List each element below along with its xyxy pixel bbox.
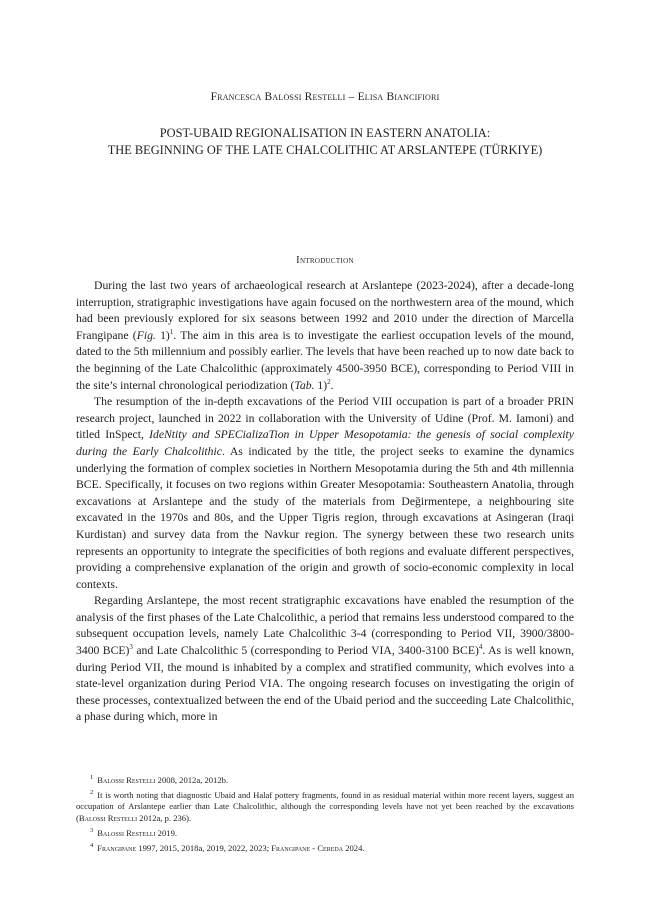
p2-text-b: . As indicated by the title, the project seeks to examine the dynamics underlying the formation of complex societies in Northern Mesopotamia during the 5th and 4th millennia BCE. Specifically, it focuses on two regions within Greater Mesopotamia: Southeastern Anatolia, through excavations at Arslantepe and the study of the materials from Değirmentepe, a neighbouring site excavated in the 1970s and 80s, and the Upper Tigris region, through excavations at Asingeran (Iraqi Kurdistan) and survey data from the Navkur region. The synergy between these two research units represents an opportunity to integrate the specificities of both regions and evaluate different perspectives, providing a comprehensive explanation of the origin and growth of socio-economic complexity in local contexts. xyxy=(76,444,574,591)
footnote-author: Frangipane xyxy=(97,842,137,853)
footnote-text: 2012a, p. 236). xyxy=(137,813,192,824)
authors-line: Francesca Balossi Restelli – Elisa Biancifiori xyxy=(210,91,440,103)
footnote-ref-3: 3 xyxy=(129,643,133,652)
footnote-4 xyxy=(76,840,574,855)
title-line-2: THE BEGINNING OF THE LATE CHALCOLITHIC AT ARSLANTEPE (TÜRKIYE) xyxy=(107,143,543,157)
footnote-number: 1 xyxy=(90,774,94,781)
paper-title xyxy=(0,125,650,159)
footnote-text: 1997, 2015, 2018a, 2019, 2022, 2023; xyxy=(136,842,272,853)
p1-text-e: . xyxy=(330,378,334,392)
p3-text-b: and Late Chalcolithic 5 (corresponding to Period VIA, 3400-3100 BCE) xyxy=(132,644,479,658)
p3-text-a: Regarding Arslantepe, the most recent stratigraphic excavations have enabled the resumption of the analysis of the first phases of the Late Chalcolithic, a period that remains less understood compared to the subsequent occupation levels, namely Late Chalcolithic 3-4 (corresponding to Period VII, 3900/3800-3400 BCE) xyxy=(76,594,574,658)
footnote-ref-2: 2 xyxy=(327,377,331,386)
paragraph-1 xyxy=(76,278,574,394)
p1-text-c: . The aim in this area is to investigate the earliest occupation levels of the mound, dated to the 5th millennium and possibly earlier. The levels that have been reached up to now date back to the beginning of the Late Chalcolithic (approximately 4500-3950 BCE), corresponding to Period VIII in the site’s internal chronological periodization ( xyxy=(76,328,574,392)
footnote-author: Balossi Restelli xyxy=(97,827,156,838)
footnote-ref-4: 4 xyxy=(478,643,483,652)
footnote-author: Frangipane - Cereda xyxy=(271,842,344,853)
body-text xyxy=(76,278,574,726)
section-heading: Introduction xyxy=(296,255,354,266)
footnote-1 xyxy=(76,772,574,787)
footnote-text: It is worth noting that diagnostic Ubaid and Halaf pottery fragments, found in as residual material within more recent layers, suggest an occupation of Arslantepe earlier than Late Chalcolithic, although the corresponding levels have not yet been reached by the excavations ( xyxy=(76,789,574,824)
footnote-ref-1: 1 xyxy=(169,327,174,336)
footnote-text: 2024. xyxy=(343,842,365,853)
p1-text-d: 1) xyxy=(314,378,328,392)
title-line-1: POST-UBAID REGIONALISATION IN EASTERN ANATOLIA: xyxy=(159,126,491,140)
tab-ref: Tab. xyxy=(294,378,315,392)
fig-ref: Fig. xyxy=(136,328,156,342)
p1-text-b: 1) xyxy=(155,328,170,342)
footnote-number: 4 xyxy=(90,841,94,849)
footnote-text: 2019. xyxy=(155,827,178,838)
p1-text-a: During the last two years of archaeological research at Arslantepe (2023-2024), after a decade-long interruption, stratigraphic investigations have again focused on the northwestern area of the mound, which had been previously explored for six seasons between 1992 and 2010 under the direction of Marcella Frangipane ( xyxy=(76,279,574,342)
footnote-3 xyxy=(76,825,574,840)
p2-text-a: The resumption of the in-depth excavations of the Period VIII occupation is part of a broader PRIN research project, launched in 2022 in collaboration with the University of Udine (Prof. M. Iamoni) and titled InSpect, xyxy=(76,395,574,442)
footnote-author: Balossi Restelli xyxy=(78,813,138,824)
p3-text-c: . As is well known, during Period VII, the mound is inhabited by a complex and stratified community, which evolves into a state-level organization during Period VIA. The ongoing research focuses on investigating the origin of these processes, contextualized between the end of the Ubaid period and the succeeding Late Chalcolithic, a phase during which, more in xyxy=(76,644,574,724)
footnote-2 xyxy=(76,787,574,825)
footnote-number: 3 xyxy=(90,826,94,834)
project-title-italic: IdeNtity and SPECializaTion in Upper Mesopotamia: the genesis of social complexity during the Early Chalcolithic xyxy=(76,428,574,458)
footnotes xyxy=(76,772,574,854)
paragraph-3 xyxy=(76,593,574,726)
footnote-number: 2 xyxy=(90,788,94,796)
footnote-author: Balossi Restelli xyxy=(97,774,156,785)
paragraph-2 xyxy=(76,394,574,593)
footnote-text: 2008, 2012a, 2012b. xyxy=(155,774,229,785)
